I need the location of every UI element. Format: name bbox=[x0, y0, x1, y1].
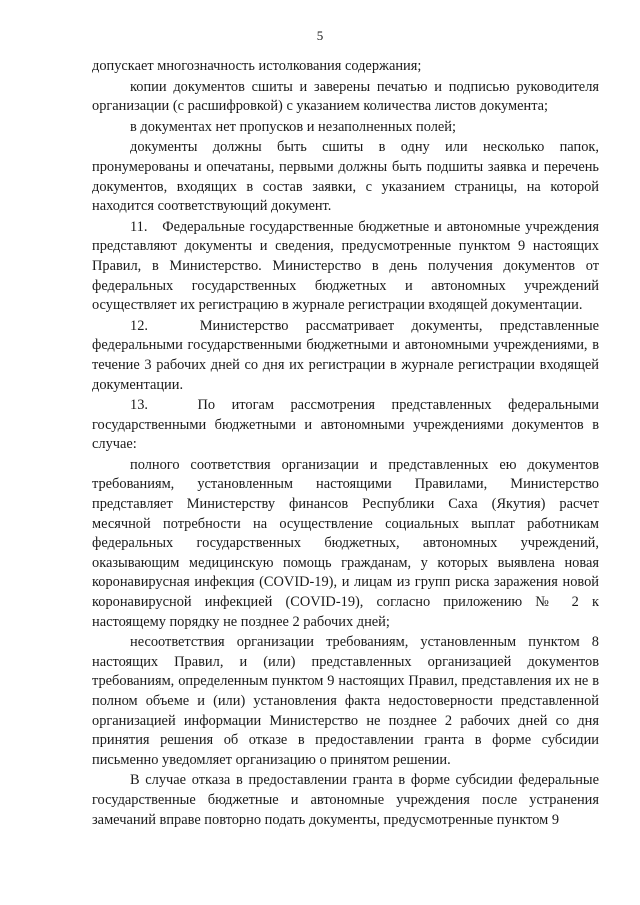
paragraph-full-compliance: полного соответствия организации и представленных ею документов требованиям, установленным настоящими Правилами, Министерство представляет Министерству финансов Республики Саха (Якутия) расчет месячной потребности на осуществление социальных выплат работникам федеральных государственных бюджетных, автономных учреждений, оказывающим медицинскую помощь гражданам, у которых выявлена новая коронавирусная инфекция (COVID-19), и лицам из групп риска заражения новой коронавирусной инфекцией (COVID-19), согласно приложению № 2 к настоящему порядку не позднее 2 рабочих дней; bbox=[92, 456, 599, 630]
document-body bbox=[92, 57, 599, 831]
paragraph-continuation: допускает многозначность истолкования содержания; bbox=[92, 58, 422, 74]
paragraph-item-13: 13. По итогам рассмотрения представленных федеральными государственными бюджетными и автономными учреждениями документов в случае: bbox=[92, 397, 599, 453]
paragraph-item-11: 11. Федеральные государственные бюджетные и автономные учреждения представляют документы и сведения, предусмотренные пунктом 9 настоящих Правил, в Министерство. Министерство в день получения документов от федеральных государственных бюджетных и автономных учреждений осуществляет их регистрацию в журнале регистрации входящей документации. bbox=[92, 218, 599, 314]
paragraph-item-12: 12. Министерство рассматривает документы, представленные федеральными государственными бюджетными и автономными учреждениями, в течение 3 рабочих дней со дня их регистрации в журнале регистрации входящей документации. bbox=[92, 317, 599, 393]
page-number: 5 bbox=[316, 28, 324, 43]
paragraph-copies-certified: копии документов сшиты и заверены печатью и подписью руководителя организации (с расшифровкой) с указанием количества листов документа; bbox=[92, 78, 599, 115]
paragraph-non-compliance: несоответствия организации требованиям, установленным пунктом 8 настоящих Правил, и (или) представленных организацией документов требованиям, определенным пунктом 9 настоящих Правил, представления их не в полном объеме и (или) установления факта недостоверности представленной организацией информации Министерство не позднее 2 рабочих дней со дня принятия решения об отказе в предоставлении гранта в форме субсидии письменно уведомляет организацию о принятом решении. bbox=[92, 634, 599, 768]
paragraph-documents-bound: документы должны быть сшиты в одну или несколько папок, пронумерованы и опечатаны, первыми должны быть подшиты заявка и перечень документов, входящих в состав заявки, с указанием страницы, на которой находится соответствующий документ. bbox=[92, 139, 599, 215]
paragraph-no-gaps: в документах нет пропусков и незаполненных полей; bbox=[130, 118, 457, 135]
paragraph-refusal-resubmission: В случае отказа в предоставлении гранта в форме субсидии федеральные государственные бюджетные и автономные учреждения после устранения замечаний вправе повторно подать документы, предусмотренные пунктом 9 bbox=[92, 772, 599, 828]
